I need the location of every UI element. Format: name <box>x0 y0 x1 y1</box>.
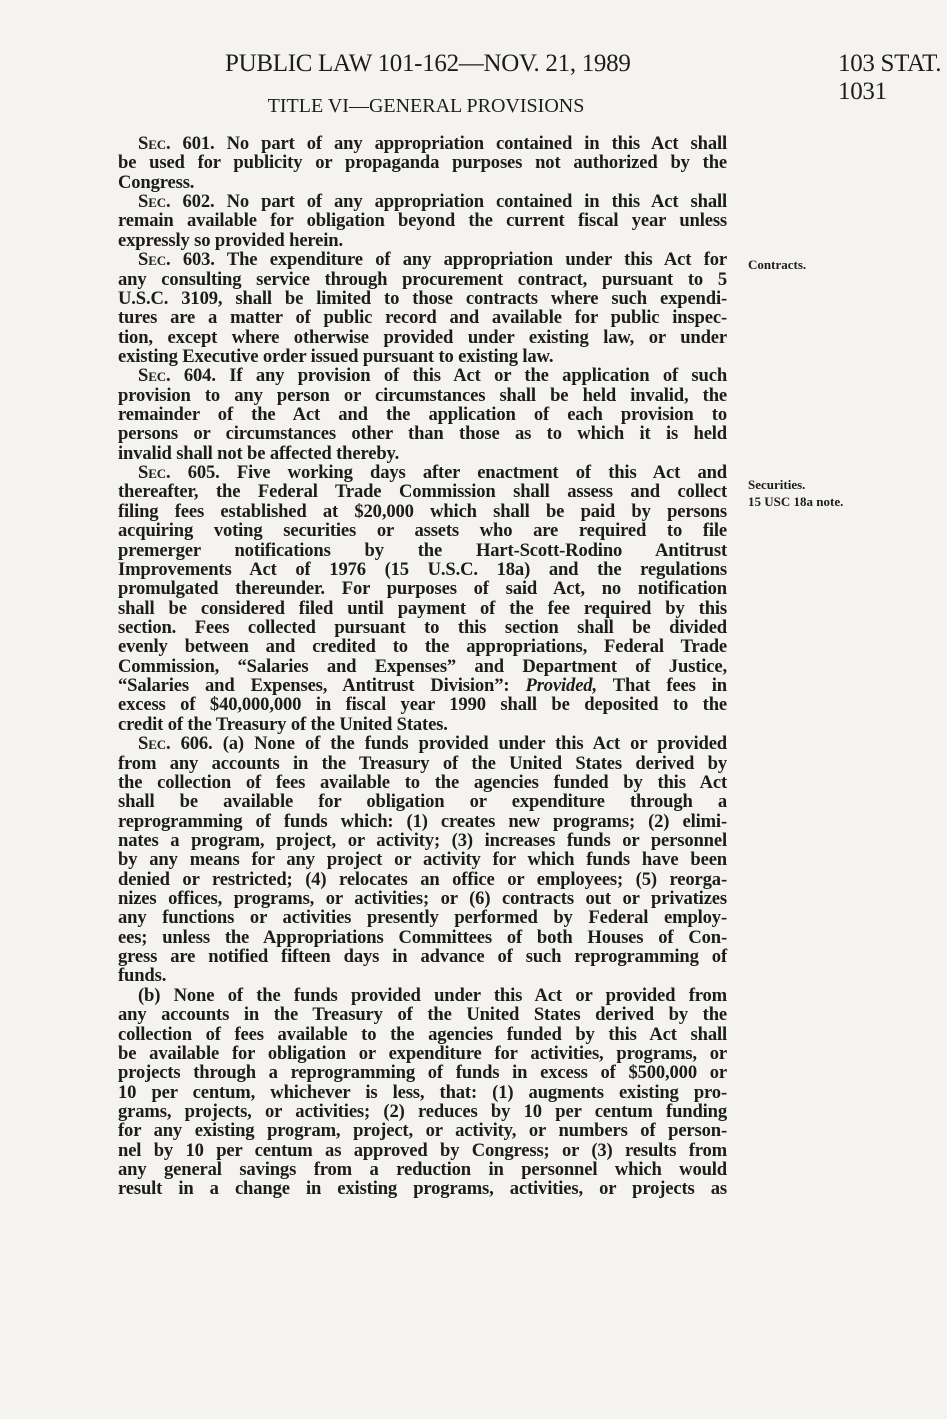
italic-proviso: Provided, <box>525 675 597 697</box>
text-line <box>118 715 727 734</box>
text-line <box>118 947 727 966</box>
text-line <box>118 541 727 560</box>
text-line <box>118 463 727 482</box>
text-line <box>118 792 727 811</box>
text-line <box>118 599 727 618</box>
text-line <box>118 270 727 289</box>
line-text: The expenditure of any appropriation under this Act for <box>214 249 727 271</box>
text-line <box>118 192 727 211</box>
text-line <box>118 405 727 424</box>
text-line <box>118 637 727 656</box>
section-label: Sec. 606. <box>138 733 213 755</box>
text-line <box>118 676 727 695</box>
line-text: “Salaries and Expenses, Antitrust Division”: <box>118 675 526 697</box>
text-line <box>118 289 727 308</box>
text-line <box>118 928 727 947</box>
line-text: No part of any appropriation contained in this Act shall <box>214 133 727 154</box>
text-line <box>118 366 727 385</box>
line-text: from any accounts in the Treasury of the United States derived by <box>118 752 727 774</box>
text-line <box>118 521 727 540</box>
text-line <box>118 831 727 850</box>
line-text: excess of $40,000,000 in fiscal year 1990 shall be deposited to the <box>118 694 727 716</box>
text-line <box>118 560 727 579</box>
line-text: collection of fees available to the agencies funded by this Act shall <box>118 1023 727 1045</box>
text-line <box>118 657 727 676</box>
line-text: reprogramming of funds which: (1) creates new programs; (2) elimi- <box>118 810 727 832</box>
text-line <box>118 812 727 831</box>
section-label: Sec. 604. <box>138 365 216 387</box>
text-line <box>118 1121 727 1140</box>
text-line <box>118 579 727 598</box>
line-text: be used for publicity or propaganda purposes not authorized by the <box>118 152 727 174</box>
text-line <box>118 173 727 192</box>
section-label: Sec. 601. <box>138 133 215 154</box>
text-line <box>118 153 727 172</box>
line-text: U.S.C. 3109, shall be limited to those contracts where such expendi- <box>118 287 727 309</box>
section-label: Sec. 603. <box>138 249 215 271</box>
line-text: invalid shall not be affected thereby. <box>118 442 400 464</box>
section-paragraph <box>118 734 727 986</box>
line-text: nel by 10 per centum as approved by Congress; or (3) results from <box>118 1139 727 1161</box>
line-text: be available for obligation or expenditure for activities, programs, or <box>118 1042 727 1064</box>
section-label: Sec. 605. <box>138 462 220 484</box>
line-text: persons or circumstances other than those as to which it is held <box>118 423 727 445</box>
line-text: Congress. <box>118 171 195 193</box>
text-line <box>118 502 727 521</box>
line-text: shall be considered filed until payment of the fee required by this <box>118 597 727 619</box>
text-line <box>118 1063 727 1082</box>
line-text: the collection of fees available to the agencies funded by this Act <box>118 771 727 793</box>
line-text: tion, except where otherwise provided under existing law, or under <box>118 326 727 348</box>
line-text: Improvements Act of 1976 (15 U.S.C. 18a) and the regulations <box>118 558 727 580</box>
text-line <box>118 850 727 869</box>
line-text: acquiring voting securities or assets who are required to file <box>118 520 727 542</box>
section-paragraph <box>118 366 727 463</box>
line-text: No part of any appropriation contained in this Act shall <box>214 191 727 213</box>
text-line <box>118 1102 727 1121</box>
text-line <box>118 134 727 153</box>
line-text: If any provision of this Act or the application of such <box>215 365 728 387</box>
text-line <box>118 1179 727 1198</box>
line-text: Commission, “Salaries and Expenses” and Department of Justice, <box>118 655 727 677</box>
text-line <box>118 1141 727 1160</box>
body-text <box>118 134 727 1199</box>
text-line <box>118 1044 727 1063</box>
line-text: any accounts in the Treasury of the United States derived by the <box>118 1004 727 1026</box>
text-line <box>118 231 727 250</box>
text-line <box>118 754 727 773</box>
line-text: 10 per centum, whichever is less, that: (1) augments existing pro- <box>118 1081 727 1103</box>
text-line <box>118 618 727 637</box>
section-paragraph <box>118 986 727 1199</box>
running-header-page: 103 STAT. 1031 <box>838 50 942 105</box>
line-text: evenly between and credited to the appropriations, Federal Trade <box>118 636 727 658</box>
section-paragraph <box>118 463 727 734</box>
line-text: any functions or activities presently performed by Federal employ- <box>118 907 727 929</box>
line-text: grams, projects, or activities; (2) reduces by 10 per centum funding <box>118 1100 727 1122</box>
text-line <box>118 1083 727 1102</box>
text-line <box>118 889 727 908</box>
line-text: provision to any person or circumstances shall be held invalid, the <box>118 384 727 406</box>
line-text: shall be available for obligation or expenditure through a <box>118 791 727 813</box>
text-line <box>118 1025 727 1044</box>
text-line <box>118 966 727 985</box>
text-line <box>118 695 727 714</box>
line-text: That fees in <box>596 675 727 697</box>
line-text: (b) None of the funds provided under this Act or provided from <box>138 984 727 1006</box>
line-text: ees; unless the Appropriations Committees of both Houses of Con- <box>118 926 727 948</box>
line-text: any consulting service through procurement contract, pursuant to 5 <box>118 268 727 290</box>
section-paragraph <box>118 192 727 250</box>
line-text: nizes offices, programs, or activities; or (6) contracts out or privatizes <box>118 888 727 910</box>
text-line <box>118 211 727 230</box>
title-heading: TITLE VI—GENERAL PROVISIONS <box>267 95 585 117</box>
margin-note-citation: 15 USC 18a note. <box>748 494 844 509</box>
text-line <box>118 986 727 1005</box>
line-text: existing Executive order issued pursuant to existing law. <box>118 345 554 367</box>
line-text: credit of the Treasury of the United States. <box>118 713 448 735</box>
line-text: funds. <box>118 965 167 987</box>
line-text: premerger notifications by the Hart-Scott-Rodino Antitrust <box>118 539 727 561</box>
text-line <box>118 328 727 347</box>
line-text: remainder of the Act and the application of each provision to <box>118 404 727 426</box>
text-line <box>118 870 727 889</box>
text-line <box>118 908 727 927</box>
text-line <box>118 1160 727 1179</box>
line-text: thereafter, the Federal Trade Commission shall assess and collect <box>118 481 727 503</box>
text-line <box>118 386 727 405</box>
line-text: any general savings from a reduction in personnel which would <box>118 1159 727 1181</box>
text-line <box>118 308 727 327</box>
line-text: for any existing program, project, or activity, or numbers of person- <box>118 1120 727 1142</box>
section-paragraph <box>118 134 727 192</box>
text-line <box>118 1005 727 1024</box>
line-text: projects through a reprogramming of funds in excess of $500,000 or <box>118 1062 727 1084</box>
line-text: result in a change in existing programs, activities, or projects as <box>118 1178 727 1200</box>
text-line <box>118 773 727 792</box>
text-line <box>118 424 727 443</box>
text-line <box>118 444 727 463</box>
line-text: gress are notified fifteen days in advance of such reprogramming of <box>118 946 727 968</box>
running-header-citation: PUBLIC LAW 101-162—NOV. 21, 1989 <box>225 50 631 77</box>
text-line <box>118 347 727 366</box>
text-line <box>118 482 727 501</box>
text-line <box>118 734 727 753</box>
line-text: nates a program, project, or activity; (3) increases funds or personnel <box>118 829 727 851</box>
section-label: Sec. 602. <box>138 191 215 213</box>
text-line <box>118 250 727 269</box>
line-text: by any means for any project or activity for which funds have been <box>118 849 727 871</box>
margin-note-securities: Securities. <box>748 477 806 492</box>
margin-note-contracts: Contracts. <box>748 257 807 272</box>
line-text: denied or restricted; (4) relocates an office or employees; (5) reorga- <box>118 868 727 890</box>
line-text: Five working days after enactment of this Act and <box>219 462 727 484</box>
line-text: (a) None of the funds provided under this Act or provided <box>212 733 727 755</box>
line-text: tures are a matter of public record and available for public inspec- <box>118 307 727 329</box>
line-text: promulgated thereunder. For purposes of said Act, no notification <box>118 578 727 600</box>
line-text: filing fees established at $20,000 which shall be paid by persons <box>118 500 727 522</box>
line-text: section. Fees collected pursuant to this section shall be divided <box>118 616 727 638</box>
line-text: expressly so provided herein. <box>118 229 343 251</box>
section-paragraph <box>118 250 727 366</box>
line-text: remain available for obligation beyond the current fiscal year unless <box>118 210 727 232</box>
